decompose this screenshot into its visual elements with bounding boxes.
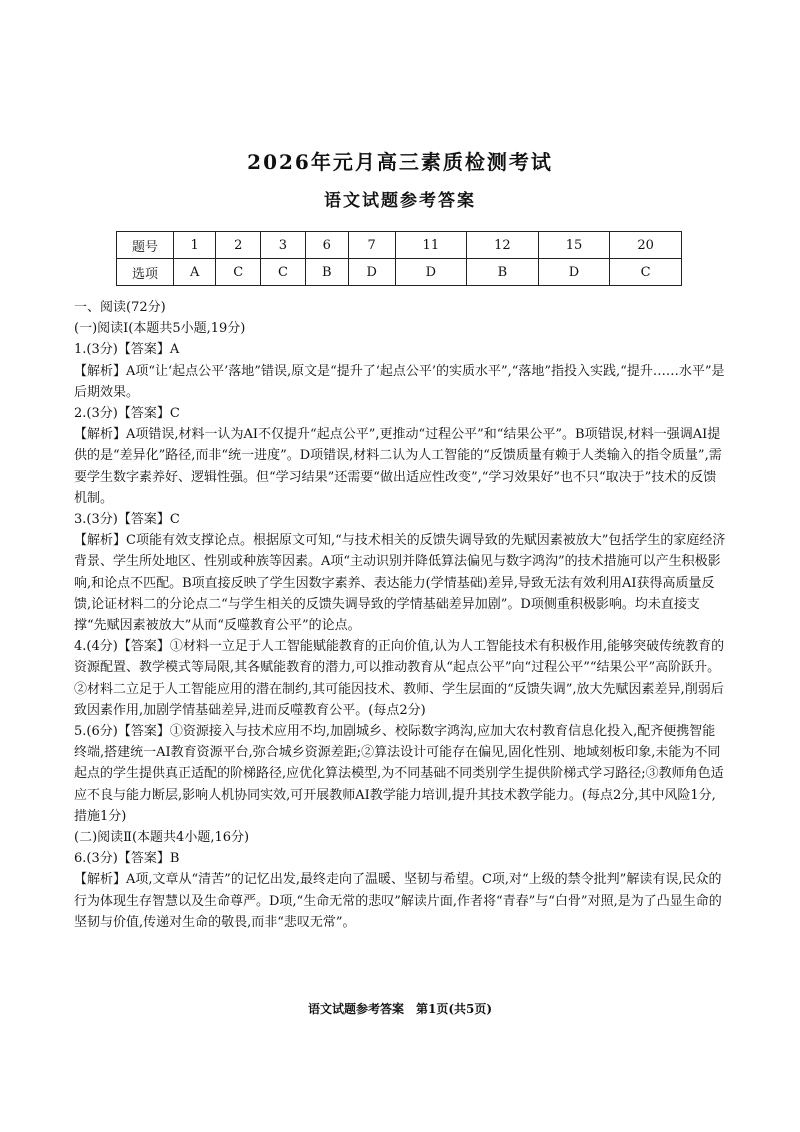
answer-table-option-row [117,259,682,286]
question-6-analysis: 【解析】A项,文章从“清苦”的记忆出发,最终走向了温暖、坚韧与希望。C项,对“上级的禁令批判”解读有误,民众的行为体现生存智慧以及生命尊严。D项,“生命无常的悲叹”解读片面,作者将“青春”与“白骨”对照,是为了凸显生命的坚韧与价值,传递对生命的敬畏,而非“悲叹无常”。 [74,872,722,930]
answer-content [74,297,728,933]
table-cell: C [261,259,306,286]
question-2-heading: 2.(3分)【答案】C [74,406,180,422]
question-1-heading: 1.(3分)【答案】A [74,342,180,358]
table-cell: D [348,259,395,286]
table-cell: 11 [395,232,467,259]
table-cell: D [395,259,467,286]
table-cell: 15 [538,232,610,259]
table-cell: C [216,259,261,286]
table-cell: 12 [467,232,539,259]
table-cell: B [467,259,539,286]
question-2-analysis: 【解析】A项错误,材料一认为AI不仅提升“起点公平”,更推动“过程公平”和“结果公平”。B项错误,材料一强调AI提供的是“差异化”路径,而非“统一进度”。D项错误,材料二认为人工智能的“反馈质量有赖于人类输入的指令质量”,需要学生数字素养好、逻辑性强。但“学习结果”还需要“做出适应性改变”,“学习效果好”也不只“取决于”技术的反馈机制。 [74,427,722,506]
question-1-analysis: 【解析】A项“让‘起点公平’落地”错误,原文是“提升了‘起点公平’的实质水平”,“落地”指投入实践,“提升……水平”是后期效果。 [74,363,725,400]
question-4 [74,636,728,721]
answer-table-number-row [117,232,682,259]
page-title: 2026年元月高三素质检测考试 [247,150,553,174]
question-4-heading: 4.(4分)【答案】 [74,639,170,655]
question-3-heading: 3.(3分)【答案】C [74,512,180,528]
table-cell: 20 [610,232,682,259]
answer-table-row-label: 选项 [117,259,174,286]
table-cell: D [538,259,610,286]
question-5-heading: 5.(6分)【答案】 [74,724,170,740]
table-cell: 3 [261,232,306,259]
table-cell: 6 [305,232,348,259]
question-5 [74,721,728,827]
section-heading: 一、阅读(72分) [74,300,166,315]
table-cell: 2 [216,232,261,259]
subsection-heading: (一)阅读Ⅰ(本题共5小题,19分) [74,321,246,337]
subsection-heading: (二)阅读Ⅱ(本题共4小题,16分) [74,830,250,846]
question-6-heading: 6.(3分)【答案】B [74,851,180,867]
answer-table-row-label: 题号 [117,232,174,259]
table-cell: B [305,259,348,286]
table-cell: A [174,259,216,286]
page-footer: 语文试题参考答案 第1页(共5页) [307,1002,493,1016]
table-cell: 7 [348,232,395,259]
question-4-analysis: ①材料一立足于人工智能赋能教育的正向价值,认为人工智能技术有积极作用,能够突破传统教育的资源配置、教学模式等局限,其各赋能教育的潜力,可以推动教育从“起点公平”向“过程公平”“结果公平”高阶跃升。②材料二立足于人工智能应用的潜在制约,其可能因技术、教师、学生层面的“反馈失调”,放大先赋因素差异,削弱后致因素作用,加剧学情基础差异,进而反噬教育公平。(每点2分) [74,639,725,718]
page-subtitle: 语文试题参考答案 [324,191,476,211]
answer-table [116,231,682,286]
table-cell: C [610,259,682,286]
question-3-analysis: 【解析】C项能有效支撑论点。根据原文可知,“与技术相关的反馈失调导致的先赋因素被放大”包括学生的家庭经济背景、学生所处地区、性别或种族等因素。A项“主动识别并降低算法偏见与数字鸿沟”的技术措施可以产生积极影响,和论点不匹配。B项直接反映了学生因数字素养、表达能力(学情基础)差异,导致无法有效利用AI获得高质量反馈,论证材料二的分论点二“与学生相关的反馈失调导致的学情基础差异加剧”。D项侧重积极影响。均未直接支撑“先赋因素被放大”从而“反噬教育公平”的论点。 [74,533,726,634]
table-cell: 1 [174,232,216,259]
question-5-analysis: ①资源接入与技术应用不均,加剧城乡、校际数字鸿沟,应加大农村教育信息化投入,配齐便携智能终端,搭建统一AI教育资源平台,弥合城乡资源差距;②算法设计可能存在偏见,固化性别、地域刻板印象,未能为不同起点的学生提供真正适配的阶梯路径,应优化算法模型,为不同基础不同类别学生提供阶梯式学习路径;③教师角色适应不良与能力断层,影响人机协同实效,可开展教师AI教学能力培训,提升其技术教学能力。(每点2分,其中风险1分,措施1分) [74,724,724,824]
